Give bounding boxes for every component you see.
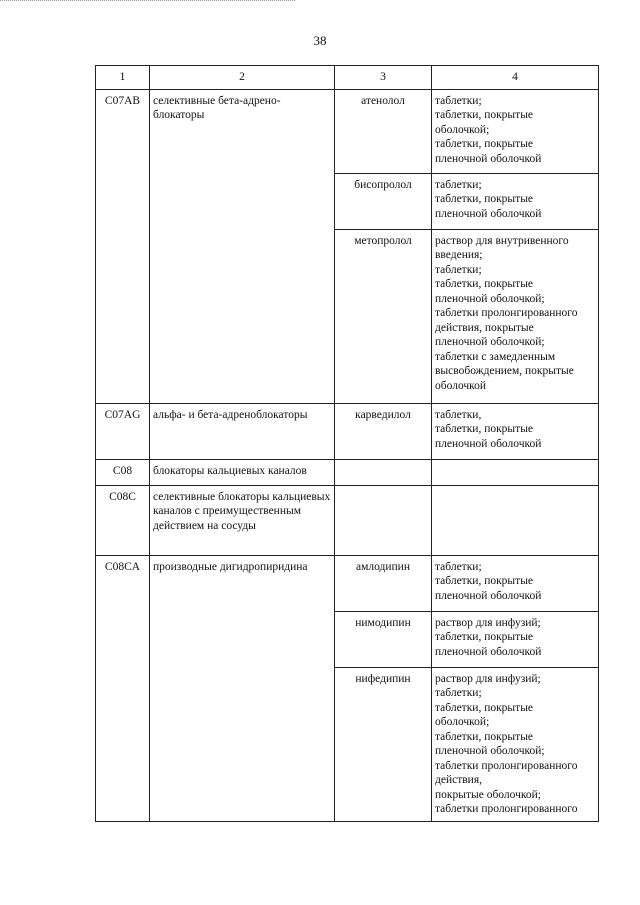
table-row: [96, 485, 599, 555]
column-header: 3: [335, 66, 432, 90]
page-edge-line: [0, 0, 295, 2]
dosage-forms: таблетки; таблетки, покрытые оболочкой; таблетки, покрытые пленочной оболочкой: [432, 89, 599, 173]
drug-name: метопролол: [335, 229, 432, 403]
group-name: селективные бета-адрено-блокаторы: [150, 89, 335, 403]
table-row: [96, 555, 599, 611]
drug-name: нифедипин: [335, 667, 432, 821]
dosage-forms: раствор для внутривенного введения; таблетки; таблетки, покрытые пленочной оболочкой; таблетки пролонгированного действия, покрытые пленочной оболочкой; таблетки с замедленным высвобождением, покрытые оболочкой: [432, 229, 599, 403]
drug-name: карведилол: [335, 403, 432, 459]
empty-cell: [335, 485, 432, 555]
page-number: 38: [313, 33, 327, 48]
header-row: [96, 66, 599, 90]
table-row: [96, 459, 599, 485]
table-row: [96, 403, 599, 459]
group-name: блокаторы кальциевых каналов: [150, 459, 335, 485]
drug-name: амлодипин: [335, 555, 432, 611]
drug-name: бисопролол: [335, 173, 432, 229]
atc-code: C08CA: [96, 555, 150, 821]
atc-code: C07AG: [96, 403, 150, 459]
empty-cell: [335, 459, 432, 485]
drug-name: атенолол: [335, 89, 432, 173]
dosage-forms: таблетки; таблетки, покрытые пленочной оболочкой: [432, 173, 599, 229]
group-name: альфа- и бета-адреноблокаторы: [150, 403, 335, 459]
column-header: 4: [432, 66, 599, 90]
empty-cell: [432, 485, 599, 555]
column-header: 2: [150, 66, 335, 90]
drug-name: нимодипин: [335, 611, 432, 667]
atc-code: C08: [96, 459, 150, 485]
dosage-forms: таблетки, таблетки, покрытые пленочной оболочкой: [432, 403, 599, 459]
drug-table: [95, 65, 599, 822]
empty-cell: [432, 459, 599, 485]
dosage-forms: таблетки; таблетки, покрытые пленочной оболочкой: [432, 555, 599, 611]
dosage-forms: раствор для инфузий; таблетки, покрытые пленочной оболочкой: [432, 611, 599, 667]
group-name: селективные блокаторы кальциевых каналов с преимущественным действием на сосуды: [150, 485, 335, 555]
column-header: 1: [96, 66, 150, 90]
table-row: [96, 89, 599, 173]
atc-code: C08C: [96, 485, 150, 555]
group-name: производные дигидропиридина: [150, 555, 335, 821]
atc-code: C07AB: [96, 89, 150, 403]
dosage-forms: раствор для инфузий; таблетки; таблетки, покрытые оболочкой; таблетки, покрытые пленочной оболочкой; таблетки пролонгированного действия, покрытые оболочкой; таблетки пролонгированного: [432, 667, 599, 821]
